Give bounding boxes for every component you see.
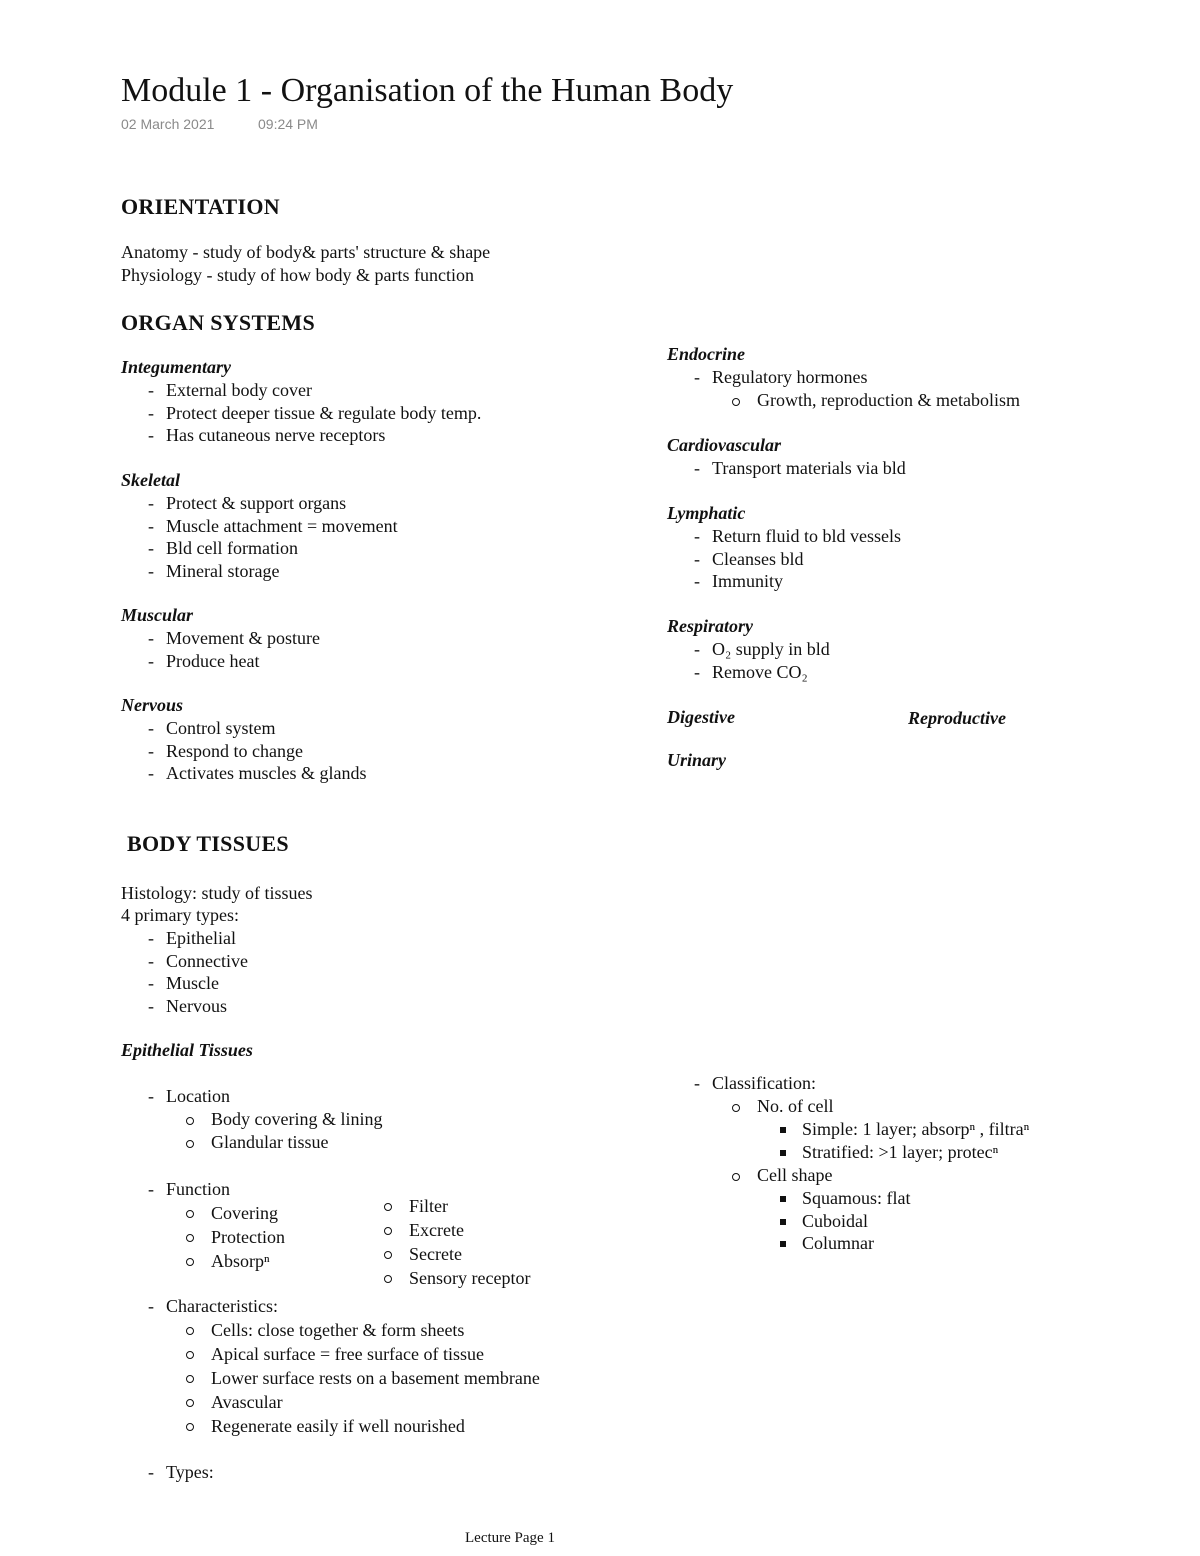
digestive-heading: Digestive	[667, 707, 735, 727]
reproductive-heading: Reproductive	[908, 708, 1006, 728]
list-item: Body covering & lining	[121, 1108, 382, 1131]
lymphatic-heading: Lymphatic	[667, 503, 746, 523]
list-item: - Characteristics:	[121, 1295, 278, 1318]
list-item: Squamous: flat	[667, 1187, 911, 1210]
list-item: No. of cell	[667, 1095, 833, 1118]
list-item: - Function	[121, 1178, 230, 1201]
list-item: Secrete	[366, 1242, 530, 1266]
integumentary-list	[121, 379, 481, 447]
nervous-list	[121, 717, 366, 785]
orientation-physiology: Physiology - study of how body & parts function	[121, 265, 474, 285]
classification-list	[667, 1072, 816, 1095]
respiratory-heading: Respiratory	[667, 616, 754, 636]
list-item: - Produce heat	[121, 650, 320, 673]
list-item: Columnar	[667, 1232, 911, 1255]
page-title: Module 1 - Organisation of the Human Body	[121, 72, 734, 109]
characteristics-sublist	[168, 1318, 540, 1438]
epithelial-heading: Epithelial Tissues	[121, 1040, 253, 1060]
location-sublist	[121, 1108, 382, 1153]
list-item: - Location	[121, 1085, 230, 1108]
list-item: Glandular tissue	[121, 1131, 382, 1154]
cardiovascular-heading: Cardiovascular	[667, 435, 782, 455]
list-item: - Classification:	[667, 1072, 816, 1095]
page-footer: Lecture Page 1	[465, 1530, 555, 1546]
integumentary-heading: Integumentary	[121, 357, 232, 377]
list-item: - Cleanses bld	[667, 548, 901, 571]
list-item: Excrete	[366, 1218, 530, 1242]
list-item: Simple: 1 layer; absorpⁿ , filtraⁿ	[667, 1118, 1029, 1141]
skeletal-list	[121, 492, 398, 582]
no-of-cell-sublist	[667, 1118, 1029, 1163]
endocrine-sublist	[667, 389, 1020, 412]
list-item: - Connective	[121, 950, 248, 973]
list-item: - Regulatory hormones	[667, 366, 867, 389]
list-item: Filter	[366, 1194, 530, 1218]
orientation-anatomy: Anatomy - study of body& parts' structure & shape	[121, 242, 491, 262]
organ-systems-heading: ORGAN SYSTEMS	[121, 310, 315, 335]
list-item: - Return fluid to bld vessels	[667, 525, 901, 548]
function-col1	[168, 1201, 285, 1273]
list-item: - Muscle attachment = movement	[121, 515, 398, 538]
list-item: - Has cutaneous nerve receptors	[121, 424, 481, 447]
list-item: - Bld cell formation	[121, 537, 398, 560]
list-item: - Remove CO₂	[667, 661, 830, 684]
nervous-heading: Nervous	[121, 695, 183, 715]
list-item: - Nervous	[121, 995, 248, 1018]
skeletal-heading: Skeletal	[121, 470, 180, 490]
list-item: Stratified: >1 layer; protecⁿ	[667, 1141, 1029, 1164]
characteristics-list	[121, 1295, 278, 1318]
primary-types-label: 4 primary types:	[121, 905, 239, 925]
note-time: 09:24 PM	[258, 116, 318, 132]
list-item: Covering	[168, 1201, 285, 1225]
histology-text: Histology: study of tissues	[121, 883, 313, 903]
list-item: - Protect deeper tissue & regulate body temp.	[121, 402, 481, 425]
list-item: Cell shape	[667, 1164, 832, 1187]
cardiovascular-list	[667, 457, 906, 480]
list-item: Protection	[168, 1225, 285, 1249]
list-item: - External body cover	[121, 379, 481, 402]
function-col2	[366, 1194, 530, 1290]
endocrine-heading: Endocrine	[667, 344, 746, 364]
note-date: 02 March 2021	[121, 116, 215, 132]
list-item: Lower surface rests on a basement membrane	[168, 1366, 540, 1390]
list-item: - Muscle	[121, 972, 248, 995]
list-item: Growth, reproduction & metabolism	[667, 389, 1020, 412]
list-item: - Activates muscles & glands	[121, 762, 366, 785]
list-item: - O₂ supply in bld	[667, 638, 830, 661]
cell-shape-sublist	[667, 1187, 911, 1255]
list-item: - Mineral storage	[121, 560, 398, 583]
list-item: - Movement & posture	[121, 627, 320, 650]
cell-shape-list	[667, 1164, 832, 1187]
list-item: Apical surface = free surface of tissue	[168, 1342, 540, 1366]
list-item: - Respond to change	[121, 740, 366, 763]
respiratory-list	[667, 638, 830, 683]
list-item: Sensory receptor	[366, 1266, 530, 1290]
lymphatic-list	[667, 525, 901, 593]
muscular-heading: Muscular	[121, 605, 194, 625]
list-item: Cells: close together & form sheets	[168, 1318, 540, 1342]
list-item: Regenerate easily if well nourished	[168, 1414, 540, 1438]
orientation-heading: ORIENTATION	[121, 194, 280, 219]
list-item: - Types:	[121, 1461, 214, 1484]
list-item: Cuboidal	[667, 1210, 911, 1233]
no-of-cell-list	[667, 1095, 833, 1118]
list-item: - Transport materials via bld	[667, 457, 906, 480]
muscular-list	[121, 627, 320, 672]
list-item: - Control system	[121, 717, 366, 740]
location-list	[121, 1085, 230, 1108]
list-item: - Protect & support organs	[121, 492, 398, 515]
list-item: - Epithelial	[121, 927, 248, 950]
urinary-heading: Urinary	[667, 750, 727, 770]
list-item: - Immunity	[667, 570, 901, 593]
body-tissues-heading: BODY TISSUES	[127, 831, 289, 856]
endocrine-list	[667, 366, 867, 389]
function-list	[121, 1178, 230, 1201]
primary-types-list	[121, 927, 248, 1017]
types-list	[121, 1461, 214, 1484]
list-item: Avascular	[168, 1390, 540, 1414]
list-item: Absorpⁿ	[168, 1249, 285, 1273]
